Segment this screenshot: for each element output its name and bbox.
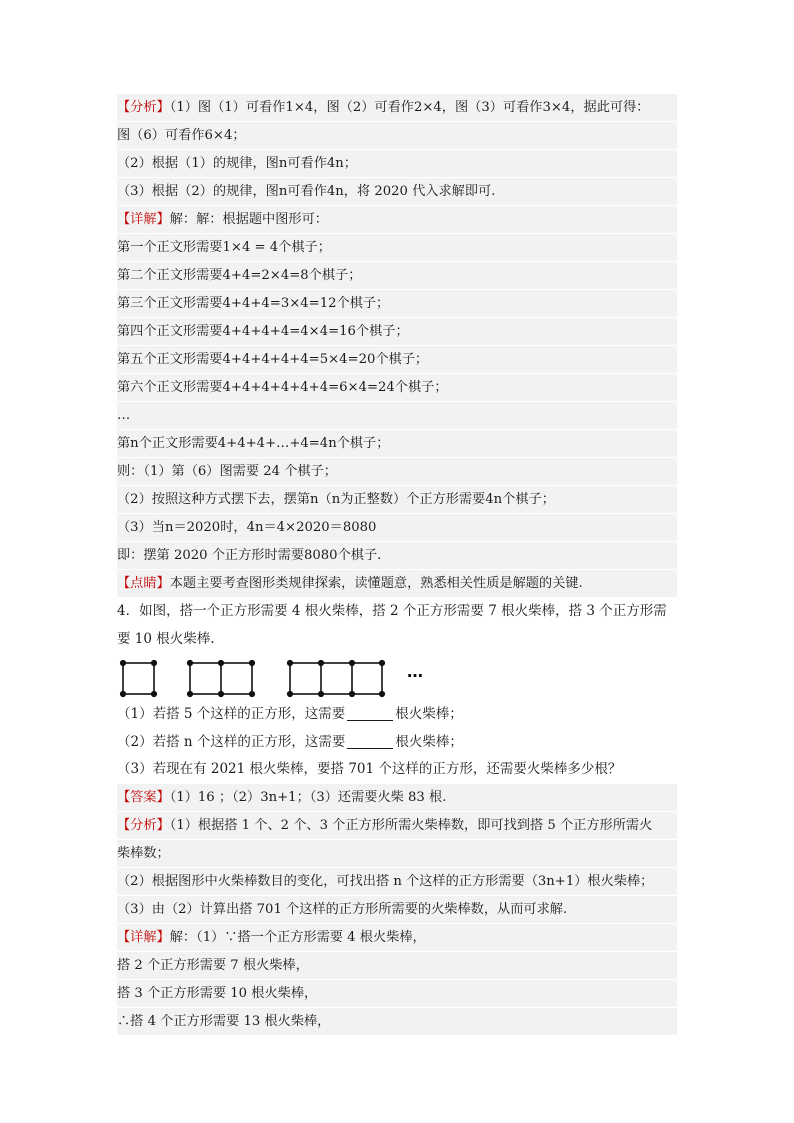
analysis2-line-3: （2）根据图形中火柴棒数目的变化，可找出搭 n 个这样的正方形需要（3n+1）根火柴棒； xyxy=(117,868,677,896)
question-part-2 xyxy=(117,729,677,757)
detail2-text: 解：（1）∵搭一个正方形需要 4 根火柴棒， xyxy=(169,929,426,945)
analysis-line-4: （3）根据（2）的规律，图n可看作4n，将 2020 代入求解即可. xyxy=(117,178,677,206)
solution-block-4 xyxy=(117,784,677,1036)
detail-line-6: 第五个正文形需要4+4+4+4+4=5×4=20个棋子； xyxy=(117,346,677,374)
analysis-line-1 xyxy=(117,94,677,122)
detail-line-3: 第二个正文形需要4+4=2×4=8个棋子； xyxy=(117,262,677,290)
detail-ellipsis: … xyxy=(117,402,677,430)
answer-text: （1）16 ；（2）3n+1；（3）还需要火柴 83 根. xyxy=(169,789,447,805)
analysis2-tag: 【分析】 xyxy=(117,817,170,833)
detail-line-5: 第四个正文形需要4+4+4+4=4×4=16个棋子； xyxy=(117,318,677,346)
solution-block-3 xyxy=(117,94,677,598)
analysis-line-3: （2）根据（1）的规律，图n可看作4n； xyxy=(117,150,677,178)
detail2-line-3: 搭 3 个正方形需要 10 根火柴棒， xyxy=(117,980,677,1008)
detail2-line-4: ∴搭 4 个正方形需要 13 根火柴棒， xyxy=(117,1008,677,1036)
figure-ellipsis: … xyxy=(407,662,423,681)
detail-line-12: 即：摆第 2020 个正方形时需要8080个棋子. xyxy=(117,542,677,570)
analysis2-text: （1）根据搭 1 个、2 个、3 个正方形所需火柴棒数，即可找到搭 5 个正方形所需火 xyxy=(169,817,653,833)
detail-line-4: 第三个正文形需要4+4+4=3×4=12个棋子； xyxy=(117,290,677,318)
part-2-suffix: 根火柴棒； xyxy=(395,733,463,750)
detail-line-9: 则：（1）第（6）图需要 24 个棋子； xyxy=(117,458,677,486)
detail-line-11: （3）当n＝2020时，4n＝4×2020＝8080 xyxy=(117,514,677,542)
question-4 xyxy=(117,598,677,784)
detail-line-1 xyxy=(117,206,677,234)
detail-line-2: 第一个正文形需要1×4 = 4个棋子； xyxy=(117,234,677,262)
answer-tag: 【答案】 xyxy=(117,789,170,805)
analysis2-line-1 xyxy=(117,812,677,840)
detail-tag: 【详解】 xyxy=(117,212,170,227)
matchstick-figure xyxy=(117,653,677,701)
part-1-suffix: 根火柴棒； xyxy=(395,706,463,722)
analysis-text: （1）图（1）可看作1×4，图（2）可看作2×4，图（3）可看作3×4，据此可得： xyxy=(169,100,650,115)
question-line-2: 要 10 根火柴棒. xyxy=(117,630,215,647)
detail-line-7: 第六个正文形需要4+4+4+4+4+4=6×4=24个棋子； xyxy=(117,374,677,402)
question-part-1 xyxy=(117,701,677,729)
question-line-1: 4．如图，搭一个正方形需要 4 根火柴棒，搭 2 个正方形需要 7 根火柴棒，搭 3 个正方形需 xyxy=(117,603,667,619)
answer-blank-2[interactable] xyxy=(347,732,393,749)
answer-line xyxy=(117,784,677,812)
analysis2-line-2: 柴棒数； xyxy=(117,840,677,868)
document-page xyxy=(117,94,677,1036)
detail-line-8: 第n个正文形需要4+4+4+…+4=4n个棋子； xyxy=(117,430,677,458)
answer-blank-1[interactable] xyxy=(347,704,393,721)
detail2-tag: 【详解】 xyxy=(117,929,170,945)
detail-line-10: （2）按照这种方式摆下去，摆第n（n为正整数）个正方形需要4n个棋子； xyxy=(117,486,677,514)
comment-tag: 【点睛】 xyxy=(117,576,170,591)
detail2-line-2: 搭 2 个正方形需要 7 根火柴棒， xyxy=(117,952,677,980)
detail-text: 解：解：根据题中图形可： xyxy=(169,212,328,227)
three-squares-figure xyxy=(288,661,385,697)
comment-text: 本题主要考查图形类规律探索，读懂题意，熟悉相关性质是解题的关键. xyxy=(169,576,583,591)
two-squares-figure xyxy=(188,661,255,697)
analysis-tag: 【分析】 xyxy=(117,100,170,115)
part-2-text: （2）若搭 n 个这样的正方形，这需要 xyxy=(117,733,346,750)
analysis-line-2: 图（6）可看作6×4； xyxy=(117,122,677,150)
analysis2-line-4: （3）由（2）计算出搭 701 个这样的正方形所需要的火柴棒数，从而可求解. xyxy=(117,896,677,924)
one-square-figure xyxy=(121,661,157,697)
question-part-3: （3）若现在有 2021 根火柴棒，要搭 701 个这样的正方形，还需要火柴棒多少根？ xyxy=(117,761,622,777)
detail2-line-1 xyxy=(117,924,677,952)
matchstick-diagram xyxy=(117,653,677,701)
comment-line xyxy=(117,570,677,598)
part-1-text: （1）若搭 5 个这样的正方形，这需要 xyxy=(117,706,346,722)
